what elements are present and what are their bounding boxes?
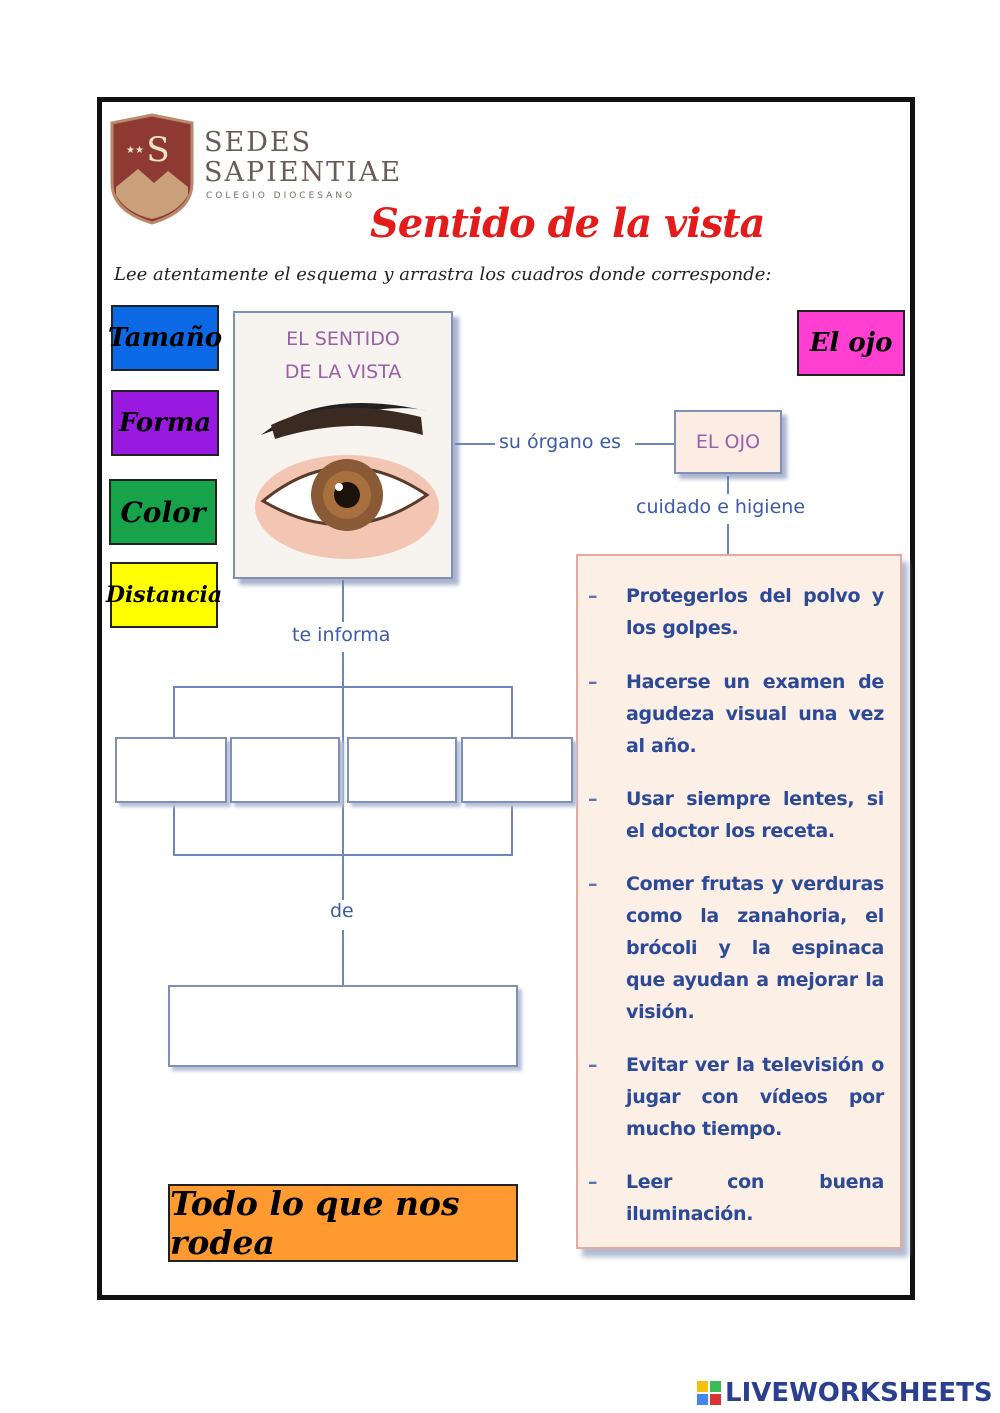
organ-box: EL OJO — [674, 410, 782, 474]
drop-zone-4[interactable] — [461, 737, 573, 803]
drop-zone-5[interactable] — [168, 985, 518, 1067]
svg-text:S: S — [146, 130, 170, 170]
eye-icon — [251, 391, 439, 561]
drag-card-color[interactable]: Color — [109, 479, 217, 545]
organ-connector-label: su órgano es — [499, 431, 622, 453]
drag-card-el-ojo[interactable]: El ojo — [797, 310, 905, 376]
drag-card-tamano[interactable]: Tamaño — [111, 305, 219, 371]
eye-card-caption: EL SENTIDO DE LA VISTA — [284, 328, 402, 383]
eye-illustration-card — [233, 311, 453, 579]
drop-zone-3[interactable] — [347, 737, 457, 803]
drag-card-forma[interactable]: Forma — [111, 390, 219, 456]
svg-text:★★: ★★ — [126, 145, 144, 156]
drag-card-todo-lo-que-nos-rodea[interactable]: Todo lo que nos rodea — [168, 1184, 518, 1262]
instructions: Lee atentamente el esquema y arrastra los cuadros donde corresponde: — [114, 264, 772, 285]
drop-zone-1[interactable] — [115, 737, 227, 803]
liveworksheets-logo-icon — [697, 1381, 721, 1405]
informs-connector-label: te informa — [292, 624, 391, 646]
drag-card-distancia[interactable]: Distancia — [110, 562, 218, 628]
liveworksheets-watermark: LIVEWORKSHEETS — [697, 1378, 993, 1408]
school-name: SEDES SAPIENTIAE — [204, 127, 403, 188]
school-shield-icon — [108, 113, 196, 225]
school-subtitle: COLEGIO DIOCESANO — [206, 191, 356, 201]
care-list-box: – Protegerlos del polvo y los golpes. – Hacerse un examen de agudeza visual una vez al año. – Usar siempre lentes, si el doctor los receta. – Comer frutas y verduras como la zanahoria, el brócoli y la espinaca que ayudan a mejorar la visión. – Evitar ver la televisión o jugar con vídeos por mucho tiempo. – Leer con buena iluminación. — [576, 554, 902, 1249]
care-connector-label: cuidado e higiene — [636, 496, 806, 518]
of-connector-label: de — [330, 900, 354, 922]
page-title: Sentido de la vista — [370, 200, 765, 247]
drop-zone-2[interactable] — [230, 737, 340, 803]
